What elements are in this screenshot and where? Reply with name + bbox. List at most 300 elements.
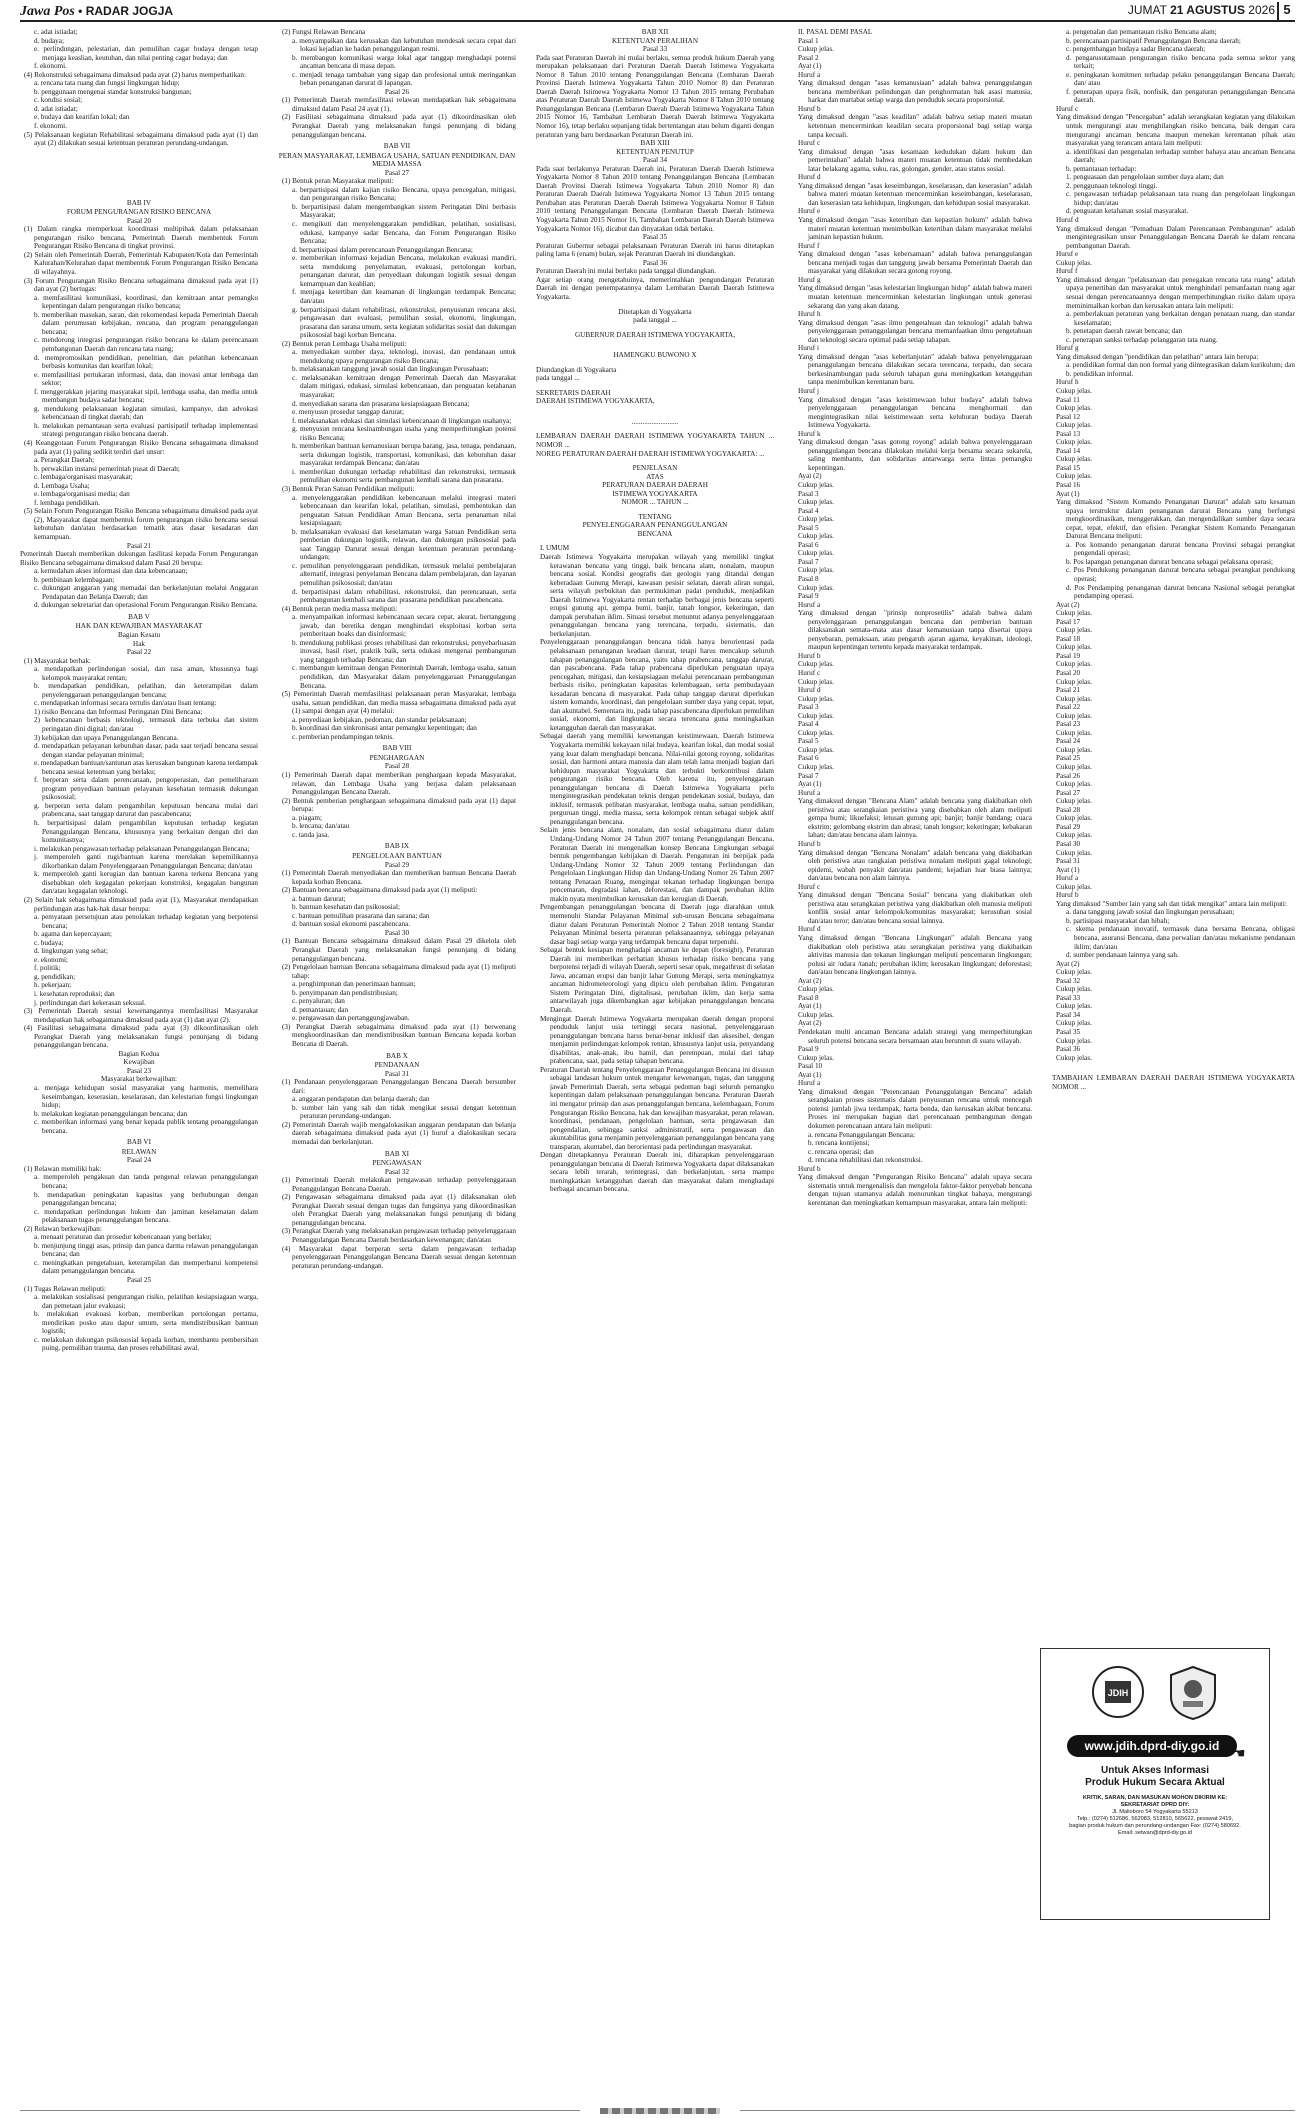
text-line: a. identifikasi dan pengenalan terhadap sumber bahaya atau ancaman Bencana daerah; <box>1066 147 1295 165</box>
column-2 <box>278 28 516 2088</box>
text-line: b. pembinaan kelembagaan; <box>34 575 115 584</box>
text-line: Cukup jelas. <box>798 660 834 669</box>
text-line: Pasal 6 <box>798 754 819 763</box>
text-line: Cukup jelas. <box>1056 660 1092 669</box>
centered-line: Pasal 27 <box>384 168 410 177</box>
text-line: Pasal 21 <box>1056 686 1081 695</box>
text-line: Pemerintah Daerah memberikan dukungan fasilitasi kepada Forum Pengurangan Risiko Bencana sebagaimana dimaksud dalam Pasal 20 berupa: <box>20 550 258 567</box>
text-line: e. memfasilitasi pertukaran informasi, data, dan inovasi antar lembaga dan sektor; <box>34 370 258 388</box>
text-line: Pasal 9 <box>798 1045 819 1054</box>
text-line: c. meningkatkan pengetahuan, keterampilan dan memperbarui kompetensi dalam penanggulangan bencana. <box>34 1258 258 1276</box>
text-line: Yang dimaksud dengan "asas kemanusiaan" adalah bahwa penanggulangan bencana memberikan pelindungan dan penghormatan hak asasi manusia, harkat dan martabat setiap warga dan penduduk secara proporsional. <box>798 79 1032 105</box>
text-line: b. berpartisipasi dalam mengembangkan sistem Peringatan Dini berbasis Masyarakat; <box>292 202 516 220</box>
text-line: Cukup jelas. <box>1056 626 1092 635</box>
text-line: Huruf k <box>798 429 821 438</box>
text-line: Pendekatan multi ancaman Bencana adalah strategi yang memperhitungkan seluruh potensi bencana secara bersamaan atau beruntun di suatu wilayah. <box>798 1027 1032 1045</box>
text-line: Huruf e <box>1056 250 1079 259</box>
centered-line: BENCANA <box>637 529 673 538</box>
text-line: Cukup jelas. <box>1056 694 1092 703</box>
text-line: Cukup jelas. <box>1056 1002 1092 1011</box>
text-line: c. lembaga/organisasi masyarakat; <box>34 473 133 482</box>
text-line: e. memberikan informasi kejadian Bencana, melakukan evakuasi mandiri, serta mendukung penyelamatan, evakuasi, pertolongan korban, penanganan darurat, dan penyediaan dukungan logistik sesuai dengan kemampuan dan keahlian; <box>292 254 516 288</box>
text-line: (2) Pengawasan sebagaimana dimaksud pada ayat (1) dilaksanakan oleh Perangkat Daerah sesuai dengan tugas dan fungsinya yang dikoordinasikan oleh Perangkat Daerah yang melaksanakan fungsi penunjang di bidang penanggulangan bencana. <box>282 1193 516 1227</box>
text-line: Yang dimaksud dengan "Bencana Sosial" bencana yang diakibatkan oleh peristiwa atau serangkaian peristiwa yang diakibatkan oleh manusia meliputi konflik sosial antar kelompok/komunitas masyarakat; kerusuhan sosial dan/atau teror; dan/atau bencana sosial lainnya. <box>798 891 1032 925</box>
text-line: a. penyediaan kebijakan, pedoman, dan standar pelaksanaan; <box>292 715 467 724</box>
text-line: Selain jenis bencana alam, nonalam, dan sosial sebagaimana diatur dalam Undang-Undang Nomor 24 Tahun 2007 tentang Penanggulangan Bencana, Peraturan Daerah ini mengenalkan konsep Bencana Lingkungan sebagai bentuk pengembangan kebijakan di Daerah. Pengaturan ini berpijak pada Undang-Undang Nomor 32 Tahun 2009 tentang Perlindungan dan Pengelolaan Lingkungan Hidup dan Undang-Undang Nomor 26 Tahun 2007 tentang Penataan Ruang, mengingat tekanan terhadap lingkungan berupa pencemaran, degradasi lahan, deforestasi, dan dampak perubahan iklim makin nyata menimbulkan kerusakan dan kerugian di Daerah. <box>540 826 774 903</box>
text-line: Huruf d <box>798 686 821 695</box>
text-line: Pasal 4 <box>798 720 819 729</box>
text-line: a. berpartisipasi dalam kajian risiko Bencana, upaya pencegahan, mitigasi, dan pengurangan risiko Bencana; <box>292 185 516 203</box>
text-line: Yang dimaksud dengan "prinsip nonprosetilis" adalah bahwa dalam penyelenggaraan penanggulangan bencana dan pemberian bantuan dilaksanakan semata-mata atas dasar kemanusiaan tanpa disertai upaya penyebaran, pemaksaan, atau pengaruh ajaran agama, keyakinan, ideologi, maupun kepentingan tertentu kepada masyarakat terdampak. <box>798 609 1032 652</box>
centered-line: Pasal 31 <box>384 1069 410 1078</box>
text-line: a. menyediakan sumber daya, teknologi, inovasi, dan pendanaan untuk mendukung upaya pengurangan risiko Bencana; <box>292 348 516 365</box>
text-line: Pasal 19 <box>1056 651 1081 660</box>
text-line: b. penggunaan mengenai standar konstruksi bangunan; <box>34 87 192 96</box>
centered-line: RELAWAN <box>121 1147 157 1156</box>
text-line: (4) Keanggotaan Forum Pengurangan Risiko Bencana sebagaimana dimaksud pada ayat (1) paling sedikit terdiri dari unsur: <box>24 438 258 456</box>
text-line: b. melakukan evakuasi korban, memberikan pertolongan pertama, mendirikan posko atau dapur umum, serta mendistribusikan bantuan logistik; <box>34 1310 258 1336</box>
text-line: c. mendapatkan perlindungan hukum dan jaminan keselamatan dalam pelaksanaan tugas penanggulangan bencana. <box>34 1207 258 1225</box>
text-line: f. berperan serta dalam perencanaan, pengoperasian, dan pemeliharaan program penyediaan bantuan pelayanan kesehatan termasuk dukungan psikososial; <box>34 776 258 802</box>
text-line: Yang dimaksud dengan "asas keberlanjutan" adalah bahwa penyelenggaraan penanggulangan bencana dilakukan secara terencana, terpadu, dan secara berkesinambungan pada seluruh tahapan guna meningkatkan ketangguhan tanpa menimbulkan kerentanan baru. <box>798 352 1032 387</box>
text-line: a. Perangkat Daerah; <box>34 456 95 465</box>
centered-line: Pasal 34 <box>642 156 668 165</box>
text-line: a. kemudahan akses informasi dan data kebencanaan; <box>34 567 188 576</box>
centered-line: FORUM PENGURANGAN RISIKO BENCANA <box>66 208 212 217</box>
text-line: (5) Pemerintah Daerah memfasilitasi pelaksanaan peran Masyarakat, lembaga usaha, satuan pendidikan, dan media massa sebagaimana dimaksud pada ayat (1) sampai dengan ayat (4) melalui: <box>282 690 516 716</box>
ad-tagline-1: Untuk Akses Informasi <box>1101 1765 1209 1776</box>
text-line: b. melaksanakan tanggung jawab sosial dan lingkungan Perusahaan; <box>292 365 489 374</box>
text-line: (1) Pemerintah Daerah menyediakan dan memberikan bantuan Bencana Daerah kepada korban Bencana. <box>282 869 516 886</box>
text-line: c. penerapan sanksi terhadap pelanggaran tata ruang. <box>1066 335 1218 344</box>
centered-line: Pasal 28 <box>384 762 410 771</box>
text-line: Cukup jelas. <box>1056 404 1092 413</box>
text-line: (2) Bentuk peran Lembaga Usaha meliputi: <box>282 339 407 348</box>
text-line: i. melakukan pengawasan terhadap pelaksanaan Penanggulangan Bencana; <box>34 844 250 853</box>
text-line: c. melakukan dukungan psikososial kepada korban, membantu pembersihan puing, pemulihan trauma, dan proses rehabilitasi awal. <box>34 1335 258 1353</box>
text-line: d. Pos Pendamping penanganan darurat bencana Nasional sebagai perangkat pendamping operasi. <box>1066 583 1295 601</box>
text-line: Cukup jelas. <box>798 1053 834 1062</box>
text-line: Pasal 15 <box>1056 463 1081 472</box>
text-line: f. menggerakkan jejaring masyarakat sipil, lembaga usaha, dan media untuk membangun budaya sadar bencana; <box>34 387 258 405</box>
text-line: Cukup jelas. <box>1056 258 1092 267</box>
chapter-heading: BAB XI <box>384 1149 410 1158</box>
centered-line: HAK DAN KEWAJIBAN MASYARAKAT <box>75 622 203 631</box>
text-line: Cukup jelas. <box>1056 882 1092 891</box>
text-line: a. melakukan sosialisasi pengurangan risiko, pelatihan kesiapsiagaan warga, dan pemetaan jalur evakuasi; <box>34 1293 258 1310</box>
text-line: b. lencana; dan/atau <box>292 822 350 831</box>
text-line: b. memberikan masukan, saran, dan rekomendasi kepada Pemerintah Daerah dalam perumusan kebijakan, rencana, dan program penanggulangan bencana; <box>34 310 258 336</box>
text-line: Cukup jelas. <box>798 763 834 772</box>
text-line: b. pendidikan informal. <box>1066 369 1134 378</box>
masthead-date <box>1128 3 1275 17</box>
text-line: 1. penguasaan dan pengelolaan sumber daya alam; dan <box>1066 173 1224 182</box>
text-line: h. memberikan bantuan kemanusiaan berupa barang, jasa, tenaga, pendanaan, serta dukungan logistik, transportasi, komunikasi, dan kebutuhan dasar masyarakat terdampak Bencana; dan/atau <box>292 442 516 468</box>
color-registration-bar <box>600 2108 720 2114</box>
text-line: Huruf c <box>798 139 821 148</box>
text-line: c. penyaluran; dan <box>292 997 345 1006</box>
text-line: b. mendukung publikasi proses rehabilitasi dan rekonstruksi, penyebarluasan inovasi, hasil riset, praktik baik, serta edukasi mengenai pembangunan yang tangguh terhadap Bencana; dan <box>292 638 516 664</box>
text-line: Huruf g <box>1056 344 1079 353</box>
text-line: Pasal 36 <box>1056 1045 1081 1054</box>
text-line: Sebagai bentuk kesiapan menghadapi ancaman ke depan (foresight), Peraturan Daerah ini memberikan perhatian khusus terhadap risiko bencana yang berpotensi terjadi di wilayah Daerah, seperti sesar opak, megathrust di selatan Jawa, ancaman erupsi dan banjir lahar Gunung Merapi, serta meningkatnya ancaman hidrometeorologi yang dipicu oleh perubahan iklim. Pengaturan Sistem Peringatan Dini, digitalisasi, perubahan iklim, dan kerja sama antarwilayah juga dikembangkan agar kebijakan penanggulangan bencana Daerah. <box>540 946 774 1014</box>
text-line: (1) Relawan memiliki hak: <box>24 1164 102 1173</box>
text-line: c. menjadi tenaga tambahan yang sigap dan profesional untuk meringankan beban penanganan darurat di lapangan. <box>292 70 516 88</box>
ad-contact-fax: bagian produk hukum dan perundang-undangan Fax: (0274) 580692. <box>1069 1823 1241 1829</box>
text-line: Cukup jelas. <box>1056 609 1092 618</box>
text-line: Pengembangan penanggulangan bencana di Daerah juga diarahkan untuk memenuhi Standar Pelayanan Minimal sub-urusan Bencana sebagaimana diatur dalam Peraturan Pemerintah Nomor 2 Tahun 2018 tentang Standar Pelayanan Minimal beserta peraturan pelaksanaannya, sehingga pelayanan dasar bagi setiap warga yang terdampak bencana dapat terpenuhi. <box>540 903 774 946</box>
text-line: Cukup jelas. <box>1056 1036 1092 1045</box>
text-line: b. agama dan kepercayaan; <box>34 930 112 939</box>
text-line: Ayat (1) <box>798 1070 822 1079</box>
text-line: Ayat (2) <box>798 1019 822 1028</box>
text-line: (1) Pemerintah Daerah dapat memberikan penghargaan kepada Masyarakat, relawan, dan Lembaga Usaha yang berjasa dalam pelaksanaan Penanggulangan Bencana Daerah. <box>282 771 516 797</box>
text-line: II. PASAL DEMI PASAL <box>798 28 873 36</box>
text-line: b. menjunjung tinggi asas, prinsip dan panca darma relawan penanggulangan bencana; dan <box>34 1241 258 1259</box>
brand-separator: • <box>74 4 86 18</box>
text-line: g. berperan serta dalam pengambilan keputusan bencana mulai dari prabencana, saat tanggap darurat dan pascabencana; <box>34 801 258 819</box>
text-line: Huruf c <box>798 882 821 891</box>
centered-line: Pasal 30 <box>384 928 410 937</box>
text-line: d. rencana rehabilitasi dan rekonstruksi. <box>808 1156 923 1165</box>
text-line: b. perencanaan partisipatif Penanggulangan Bencana daerah; <box>1066 36 1241 45</box>
centered-line: ATAS <box>646 472 664 481</box>
text-line: Yang dimaksud dengan "pelaksanaan dan penegakan rencana tata ruang" adalah upaya penertiban dan masyarakat untuk menghindari pemanfaatan ruang agar sesuai dengan perencanaannya dengan memperhitungkan risiko dalam upaya meminimalkan korban dan kerusakan antara lain meliputi: <box>1056 275 1295 310</box>
text-line: Huruf b <box>798 651 821 660</box>
text-line: d. mempromosikan pendidikan, penelitian, dan pelatihan kebencanaan berbasis komunitas dan kearifan lokal; <box>34 353 258 371</box>
text-line: (1) Masyarakat berhak: <box>24 656 92 665</box>
text-line: Cukup jelas. <box>798 711 834 720</box>
text-line: Pasal 16 <box>1056 480 1081 489</box>
text-line: a. memperoleh pengakuan dan tanda pengenal relawan penanggulangan bencana; <box>34 1173 258 1190</box>
text-line: j. perlindungan dari kekerasan seksual. <box>34 998 146 1007</box>
text-line: c. mengikuti dan menyelenggarakan pendidikan, pelatihan, sosialisasi, edukasi, kampanye sadar Bencana, dan Forum Pengurangan Risiko Bencana; <box>292 220 516 246</box>
text-line: b. penetapan daerah rawan bencana; dan <box>1066 327 1183 336</box>
text-line: b. penyimpanan dan pendistribusian; <box>292 988 398 997</box>
text-line: Penyelenggaraan penanggulangan bencana tidak hanya berorientasi pada pelaksanaan penanganan keadaan darurat, tetapi harus mencakup seluruh tahapan penanggulangan bencana, yaitu tahap prabencana, tanggap darurat, dan pascabencana. Pada tahap prabencana diperlukan penguatan upaya pencegahan, mitigasi, dan kesiapsiagaan melalui perencanaan pembangunan berbasis risiko, peningkatan kapasitas kelembagaan, serta pembudayaan kesadaran bencana di masyarakat. Pada tahap tanggap darurat diperlukan sistem komando, koordinasi, dan pengelolaan sumber daya yang cepat, tepat, dan akuntabel. Sementara itu, pada tahap pascabencana diperlukan pemulihan sosial, ekonomi, dan lingkungan secara terencana guna meningkatkan ketangguhan daerah dan masyarakat. <box>540 638 774 732</box>
text-line: Pasal 20 <box>1056 669 1081 678</box>
text-line: Pasal 28 <box>1056 805 1081 814</box>
text-line: Yang dimaksud dengan "asas kebersamaan" adalah bahwa penanggulangan bencana menjadi tugas dan tanggung jawab bersama Pemerintah Daerah dan masyarakat yang dilakukan secara gotong royong. <box>798 250 1032 276</box>
centered-line: Pasal 26 <box>384 87 410 96</box>
text-line: d. mendapatkan pelayanan kebutuhan dasar, pada saat terjadi bencana sesuai dengan standar pelayanan minimal; <box>34 742 258 759</box>
text-line: Daerah Istimewa Yogyakarta merupakan wilayah yang memiliki tingkat kerawanan bencana yang tinggi, baik bencana alam, nonalam, maupun bencana sosial. Kondisi geografis dan geologis yang ditandai dengan keberadaan Gunung Merapi, kawasan pesisir selatan, daerah aliran sungai, serta wilayah perbukitan dan permukiman padat penduduk, menjadikan Daerah Istimewa Yogyakarta rentan terhadap berbagai jenis bencana seperti erupsi gunung api, gempa bumi, banjir, tanah longsor, kekeringan, dan dampak perubahan iklim. Situasi tersebut menuntut adanya penyelenggaraan penanggulangan bencana yang terencana, terpadu, sistematis, dan berkelanjutan. <box>540 552 774 638</box>
text-line: Cukup jelas. <box>798 583 834 592</box>
centered-line: Pasal 29 <box>384 860 410 869</box>
text-line: 1) risiko Bencana dan Informasi Peringatan Dini Bencana; <box>34 707 203 716</box>
centered-line: Ditetapkan di Yogyakarta <box>618 307 692 316</box>
text-line: Cukup jelas. <box>1056 814 1092 823</box>
text-line: d. dukungan sekretariat dan operasional Forum Pengurangan Risiko Bencana. <box>34 601 258 610</box>
text-line: j. memperoleh ganti rugi/bantuan karena merelakan kepemilikannya dikorbankan dalam Penyelenggaraan Penanggulangan Bencana; dan/atau <box>34 853 258 870</box>
centered-line: Bagian Kesatu <box>117 631 161 639</box>
text-line: c. kondisi sosial; <box>34 96 83 105</box>
centered-line: BAB XII <box>641 28 669 36</box>
footer-rule-right <box>740 2110 1295 2111</box>
text-line: b. bantuan kesehatan dan psikososial; <box>292 903 400 912</box>
centered-line: BAB XIII <box>640 139 670 148</box>
text-line: b. Pos lapangan penanganan darurat bencana sebagai pelaksana operasi; <box>1066 557 1273 566</box>
text-line: d. adat istiadat; <box>34 104 78 113</box>
text-line: Pasal 4 <box>798 506 819 515</box>
text-line: Cukup jelas. <box>1056 985 1092 994</box>
text-line: a. pemyataan persetujuan atau penolakan terhadap kegiatan yang berpotensi bencana; <box>34 913 258 930</box>
text-line: Diundangkan di Yogyakarta <box>536 365 617 374</box>
text-line: c. skema pendanaan inovatif, termasuk dana bersama Bencana, obligasi bencana, asuransi Bencana, dana perwalian dan/atau mekanisme pendanaan iklim; dan/atau <box>1066 925 1295 951</box>
text-line: Pasal 3 <box>798 489 819 498</box>
newspaper-brand: Jawa Pos <box>20 4 75 19</box>
text-line: Ayat (2) <box>1056 959 1080 968</box>
text-line: k. memperoleh ganti kerugian dan bantuan karena terkena Bencana yang disebabkan oleh kegagalan pekerjaan konstruksi, kegagalan bangunan dan/atau kegagalan teknologi. <box>34 870 258 896</box>
text-line: 2. penggunaan teknologi tinggi. <box>1066 181 1158 190</box>
text-line: Huruf b <box>1056 891 1079 900</box>
text-line: Cukup jelas. <box>798 549 834 558</box>
text-line: a. menyampaikan data kerusakan dan kebutuhan mendesak secara cepat dari lokasi kejadian ke badan penanggulangan resmi. <box>292 36 516 54</box>
text-line: Pasal 31 <box>1056 857 1081 866</box>
text-line: (4) Masyarakat dapat berperan serta dalam pengawasan terhadap penyelenggaraan Penanggulangan Bencana Daerah sesuai dengan ketentuan peraturan perundang-undangan. <box>282 1244 516 1270</box>
text-line: Pasal 2 <box>798 53 819 62</box>
centered-line: Hak <box>133 639 145 648</box>
text-line: Yang dimaksud dengan "asas kesamaan kedudukan dalam hukum dan pemerintahan" adalah bahwa materi muatan ketentuan tidak membedakan latar belakang agama, suku, ras, golongan, gender, atau status sosial. <box>798 147 1032 173</box>
ad-contact-address: Jl. Malioboro 54 Yogyakarta 55213 <box>1112 1809 1198 1815</box>
text-line: d. penguatan ketahanan sosial masyarakat. <box>1066 207 1189 216</box>
text-line: (1) Pemerintah Daerah melakukan pengawasan terhadap penyelenggaraan Penanggulangan Bencana Daerah. <box>282 1176 516 1193</box>
text-line: Yang dimaksud dengan "asas ilmu pengetahuan dan teknologi" adalah bahwa penyelenggaraan penanggulangan bencana memanfaatkan ilmu pengetahuan dan teknologi secara optimal pada setiap tahapan. <box>798 318 1032 344</box>
text-line: Yang dimaksud dengan "Bencana Nonalam" adalah bencana yang diakibatkan oleh peristiwa atau rangkaian peristiwa nonalam meliputi gagal teknologi; epidemi, wabah penyakit dan/atau pandemi; kejadian luar biasa lainnya; dan/atau bencana non alam lainnya. <box>798 848 1032 883</box>
text-line: (3) Perangkat Daerah yang melaksanakan pengawasan terhadap penyelenggaraan Penanggulangan Bencana Daerah berdasarkan kewenangan; dan/atau <box>282 1227 516 1245</box>
text-line: Huruf e <box>798 207 821 216</box>
text-line: d. lingkungan yang sehat; <box>34 947 108 956</box>
text-line: Huruf d <box>798 925 821 934</box>
text-line: a. penghimpunan dan penerimaan bantuan; <box>292 980 416 989</box>
text-line: Ayat (1) <box>798 780 822 789</box>
text-line: Ayat (1) <box>1056 489 1080 498</box>
newspaper-section: RADAR JOGJA <box>85 4 174 18</box>
text-line: Yang dimaksud dengan "asas gotong royong" adalah bahwa penyelenggaraan penanggulangan bencana dilakukan melalui kerja bersama secara sukarela, saling membantu, dan solidaritas antarwarga serta lintas pemangku kepentingan. <box>798 438 1032 472</box>
ad-contact-email: Email: setwan@dprd-diy.go.id <box>1118 1830 1192 1836</box>
text-line: b. koordinasi dan sinkronisasi antar pemangku kepentingan; dan <box>292 724 477 733</box>
masthead <box>20 2 1295 22</box>
text-line: c. pemulihan penyelenggaraan pendidikan, termasuk melalui pembelajaran alternatif, integrasi penyelaman Bencana dalam pembelajaran, dan layanan pemulihan psikososial; dan/atau <box>292 561 516 587</box>
text-line: h. pekerjaan; <box>34 981 72 990</box>
text-line: (4) Fasilitasi sebagaimana dimaksud pada ayat (3) dikoordinasikan oleh Perangkat Daerah yang melaksanakan fungsi penunjang di bidang penanggulangan bencana. <box>24 1024 258 1050</box>
text-line: e. ekonomi; <box>34 955 68 964</box>
chapter-heading: BAB IX <box>384 842 410 851</box>
text-line: (2) Selain hak sebagaimana dimaksud pada ayat (1), Masyarakat mendapatkan perlindungan atas hak-hak dasar berupa: <box>24 895 258 913</box>
text-line: c. pemberian pendampingan teknis. <box>292 732 394 741</box>
text-line: Yang dimaksud "Sumber lain yang sah dan tidak mengikat" antara lain meliputi: <box>1056 899 1287 908</box>
text-line: Peraturan Daerah tentang Penyelenggaraan Penanggulangan Bencana ini disusun sebagai landasan hukum untuk mengatur kewenangan, tugas, dan tanggung jawab Pemerintah Daerah, serta sebagai pedoman bagi seluruh pemangku kepentingan dalam pelaksanaan penanggulangan bencana. Peraturan Daerah ini mengatur prinsip dan asas penanggulangan bencana, kelembagaan, Forum Pengurangan Risiko Bencana, hak dan kewajiban masyarakat, peran relawan, koordinasi, pendanaan, pengelolaan bantuan, serta pengawasan dan pengendalian, sehingga sanksi administratif, serta pengawasan dan akuntabilitas guna menjamin penyelenggaraan penanggulangan bencana yang transparan, akuntabel, dan berorientasi pada perlindungan masyarakat. <box>540 1065 774 1151</box>
centered-line: NOMOR ... TAHUN ... <box>621 498 689 507</box>
centered-line: PENDANAAN <box>374 1061 420 1070</box>
text-line: 2) kebencanaan berbasis teknologi, termasuk data terbuka dan sistem peringatan dini digital; dan/atau <box>34 716 258 734</box>
text-line: (4) Bentuk peran media massa meliputi: <box>282 604 398 613</box>
text-line: f. ekonomi. <box>34 62 67 71</box>
text-line: d. budaya; <box>34 36 64 45</box>
text-line: Pasal 27 <box>1056 788 1081 797</box>
text-line: Yang dimaksud "Sistem Komando Penanganan Darurat" adalah satu kesatuan upaya terstruktur dalam penanganan darurat Bencana yang berfungsi mengkoordinasikan, menggerakkan, dan mengendalikan sumber daya secara cepat, tepat, efektif, dan efisien. Perangkat Sistem Komando Penanganan Darurat Bencana meliputi: <box>1056 498 1295 541</box>
text-line: c. tanda jasa. <box>292 830 330 839</box>
text-line: a. piagam; <box>292 813 322 822</box>
text-line: a. dana tanggung jawab sosial dan lingkungan perusahaan; <box>1066 908 1235 917</box>
date-day: JUMAT <box>1127 3 1171 17</box>
page-footer <box>0 2104 1315 2118</box>
text-line: c. bantuan pemulihan prasarana dan sarana; dan <box>292 911 430 920</box>
text-line: e. peningkatan komitmen terhadap pelaku penanggulangan Bencana Daerah; dan/ atau <box>1066 70 1295 88</box>
text-line: Huruf f <box>1056 267 1078 276</box>
text-line: Cukup jelas. <box>798 515 834 524</box>
text-line: Pasal 29 <box>1056 822 1081 831</box>
text-line: Huruf b <box>798 1164 821 1173</box>
text-line: b. membangun komunikasi warga lokal agar tanggap menghadapi potensi ancaman bencana di masa depan. <box>292 53 516 71</box>
text-line: Yang dimaksud dengan "Bencana Alam" adalah bencana yang diakibatkan oleh peristiwa atau serangkaian peristiwa yang disebabkan oleh alam meliputi gempa bumi; likuefaksi; letusan gunung api; banjir; banjir bandang; cuaca ekstrim; gelombang ekstrim dan abrasi; tanah longsor; kekeringan; kebakaran lahan; dan/atau bencana alam lainnya. <box>798 797 1032 840</box>
text-line: Ayat (2) <box>1056 600 1080 609</box>
text-line: b. melakukan kegiatan penanggulangan bencana; dan <box>34 1109 188 1118</box>
centered-line: Bagian Kedua <box>118 1049 160 1058</box>
text-line: (1) Pemerintah Daerah memfasilitasi relawan mendapatkan hak sebagaimana dimaksud dalam Pasal 24 ayat (1). <box>282 96 516 113</box>
text-line: Huruf a <box>798 600 821 609</box>
text-line: a. bantuan darurat; <box>292 894 346 903</box>
text-line: d. pemantauan; dan <box>292 1005 349 1014</box>
text-line: c. melaksanakan kemitraan dengan Pemerintah Daerah dan Masyarakat dalam mitigasi, edukasi, simulasi kebencanaan, dan penguatan ketahanan masyarakat; <box>292 373 516 399</box>
text-line: c. adat istiadat; <box>34 28 78 36</box>
text-line: a. menaati peraturan dan prosedur kebencanaan yang berlaku; <box>34 1233 212 1242</box>
text-line: (2) Pemerintah Daerah wajib mengalokasikan anggaran pendapatan dan belanja daerah sebagaimana dimaksud pada ayat (1) huruf a dialokasikan secara memadai dan berkelanjutan. <box>282 1120 516 1146</box>
chapter-heading: BAB X <box>386 1051 408 1060</box>
text-line: (3) Forum Pengurangan Risiko Bencana sebagaimana dimaksud pada ayat (1) dan ayat (2) bertugas: <box>24 276 258 294</box>
text-line: d. menyediakan sarana dan prasarana kesiapsiagaan Bencana; <box>292 399 470 408</box>
text-line: Cukup jelas. <box>798 985 834 994</box>
chapter-heading: BAB V <box>128 612 150 621</box>
text-line: Pasal 13 <box>1056 429 1081 438</box>
text-line: Huruf b <box>798 839 821 848</box>
centered-line: PENYELENGGARAAN PENANGGULANGAN <box>582 521 728 530</box>
text-line: Cukup jelas. <box>1056 386 1092 395</box>
ad-contact-info <box>1051 1795 1259 1837</box>
text-line: Pasal 33 <box>1056 993 1081 1002</box>
text-line: a. pendidikan formal dan non formal yang diintegrasikan dalam kurikulum; dan <box>1066 361 1295 370</box>
jdih-url-link[interactable]: www.jdih.dprd-diy.go.id <box>1067 1735 1237 1757</box>
text-line: Huruf h <box>1056 378 1079 387</box>
text-line: f. penerapan upaya fisik, nonfisik, dan pengaturan penanggulangan Bencana daerah. <box>1066 87 1295 105</box>
text-line: (1) Bantuan Bencana sebagaimana dimaksud dalam Pasal 29 dikelola oleh Perangkat Daerah yang melaksanakan fungsi penunjang di bidang penanggulangan bencana. <box>282 937 516 963</box>
text-line: Cukup jelas. <box>798 1010 834 1019</box>
text-line: (1) Bentuk peran Masyarakat meliputi: <box>282 177 394 186</box>
text-line: d. bantuan sosial ekonomi pascabencana. <box>292 920 411 929</box>
text-line: Mengingat Daerah Istimewa Yogyakarta merupakan daerah dengan proporsi penduduk lanjut usia tertinggi secara nasional, penyelenggaraan penanggulangan bencana harus benar-benar inklusif dan aksesibel, dengan menjamin perlindungan kelompok rentan, khususnya lanjut usia, penyandang disabilitas, anak-anak, ibu hamil, dan perempuan, mulai dari tahap prabencana, saat, pada setiap tahapan bencana. <box>540 1014 774 1066</box>
text-line: Yang dimaksud dengan "asas keistimewaan luhur budaya" adalah bahwa penyelenggaraan penanggulangan bencana menghormati dan mengintegrasikan nilai keistimewaan serta keluhuran budaya Daerah Istimewa Yogyakarta. <box>798 395 1032 430</box>
text-line: Ayat (1) <box>1056 865 1080 874</box>
text-line: Huruf i <box>798 344 819 353</box>
text-line: e. pengawasan dan pertanggungjawaban. <box>292 1014 410 1023</box>
text-line: Pada saat berlakunya Peraturan Daerah ini, Peraturan Daerah Daerah Istimewa Yogyakarta Nomor 8 Tahun 2010 tentang Penanggulangan Bencana (Lembaran Daerah Provinsi Daerah Istimewa Yogyakarta Tahun 2010 Nomor 8) dan Peraturan Daerah Daerah Istimewa Yogyakarta Nomor 13 Tahun 2015 tentang Perubahan atas Peraturan Daerah Daerah Istimewa Yogyakarta Nomor 8 Tahun 2010 tentang Penanggulangan Bencana (Lembaran Daerah Daerah Istimewa Yogyakarta Tahun 2015 Nomor 16, Tambahan Lembaran Daerah Daerah Istimewa Yogyakarta Nomor 16), dicabut dan dinyatakan tidak berlaku. <box>536 164 774 233</box>
text-line: Huruf g <box>798 275 821 284</box>
chapter-heading: BAB IV <box>126 198 152 207</box>
text-line: Ayat (1) <box>798 1002 822 1011</box>
text-line: c. memberikan informasi yang benar kepada publik tentang penanggulangan bencana. <box>34 1118 258 1135</box>
text-line: Cukup jelas. <box>1056 455 1092 464</box>
text-line: c. rencana operasi; dan <box>808 1147 874 1156</box>
centered-line: PERAN MASYARAKAT, LEMBAGA USAHA, SATUAN PENDIDIKAN, DAN MEDIA MASSA <box>278 151 516 169</box>
text-line: Pasal 24 <box>1056 737 1081 746</box>
centered-line: Pasal 24 <box>126 1156 152 1165</box>
centered-line: PERATURAN DAERAH DAERAH <box>602 481 708 490</box>
text-line: (1) Tugas Relawan meliputi: <box>24 1284 107 1293</box>
text-line: Cukup jelas. <box>1056 831 1092 840</box>
jdih-advertisement <box>1040 1648 1270 1920</box>
text-line: Yang dimaksud dengan "asas kelestarian lingkungan hidup" adalah bahwa materi muatan ketentuan mencerminkan kelestarian lingkungan untuk generasi sekarang dan yang akan datang. <box>798 284 1032 310</box>
centered-line: .......................... <box>631 417 679 426</box>
text-line: Cukup jelas. <box>798 532 834 541</box>
text-line: c. dukungan anggaran yang memadai dan berkelanjutan melalui Anggaran Pendapatan dan Belanja Daerah; dan <box>34 584 258 601</box>
text-line: (2) Fungsi Relawan Bencana <box>282 28 366 36</box>
footer-rule-left <box>20 2110 580 2111</box>
text-line: Pasal 5 <box>798 737 819 746</box>
text-line: d. pengarusutamaan pengurangan risiko bencana pada semua sektor yang terkait; <box>1066 53 1295 71</box>
text-line: a. menyampaikan informasi kebencanaan secara cepat, akurat, bertanggung jawab, dan beretika dengan menghindari eksploitasi korban serta pemberitaan hoaks dan disinformasi; <box>292 613 516 639</box>
centered-line: Pasal 20 <box>126 216 152 225</box>
text-line: h. berpartisipasi dalam pengambilan keputusan terhadap kegiatan Penanggulangan Bencana, khususnya yang berkaitan dengan diri dan komunitasnya; <box>34 819 258 845</box>
text-line: Yang dimaksud dengan "asas keadilan" adalah bahwa setiap materi muatan ketentuan mencerminkan keadilan secara proporsional bagi setiap warga tanpa kecuali. <box>798 113 1032 139</box>
centered-line: PENGELOLAAN BANTUAN <box>352 851 442 860</box>
text-line: (1) Dalam rangka memperkuat koordinasi multipihak dalam pelaksanaan pengurangan risiko bencana, Pemerintah Daerah membentuk Forum Pengurangan Risiko Bencana di tingkat provinsi. <box>24 225 258 251</box>
text-line: d. Lembaga Usaha; <box>34 481 90 490</box>
text-line: Pasal 10 <box>798 1062 823 1071</box>
text-line: a. rencana Penanggulangan Bencana; <box>808 1130 915 1139</box>
text-line: Pasal 34 <box>1056 1010 1081 1019</box>
centered-line: ISTIMEWA YOGYAKARTA <box>612 489 698 498</box>
text-line: c. budaya; <box>34 938 64 947</box>
text-line: LEMBARAN DAERAH DAERAH ISTIMEWA YOGYAKARTA TAHUN ... NOMOR ... <box>536 432 774 449</box>
text-line: Yang dimaksud dengan "Pengurangan Risiko Bencana" adalah upaya secara sistematis untuk mengenalisis dan mengelola faktor-faktor penyebab bencana dengan tujuan utamanya adalah menurunkan tingkat bahaya, mengurangi kerentanan dan meningkatkan kemampuan masyarakat, antara lain meliputi: <box>798 1173 1032 1207</box>
centered-line: Pasal 21 <box>126 541 152 550</box>
text-line: g. mendukung pelaksanaan kegiatan simulasi, kampanye, dan advokasi kebencanaan di tingkat daerah; dan <box>34 404 258 422</box>
text-line: Huruf a <box>798 1079 821 1088</box>
ad-contact-heading: KRITIK, SARAN, DAN MASUKAN MOHON DIKIRIM KE: <box>1082 1795 1228 1801</box>
text-line: I. UMUM <box>540 544 570 553</box>
text-line: b. mendapatkan peningkatan kapasitas yang berhubungan dengan penanggulangan bencana; <box>34 1190 258 1208</box>
text-line: c. Pos Pendukung penanganan darurat bencana sebagai perangkat pendukung operasi; <box>1066 566 1295 583</box>
text-line: Huruf f <box>798 241 820 250</box>
text-line: Huruf c <box>1056 104 1079 113</box>
text-line: a. memfasilitasi komunikasi, koordinasi, dan kemitraan antar pemangku kepentingan dalam pengurangan risiko bencana; <box>34 293 258 311</box>
text-line: Pasal 3 <box>798 703 819 712</box>
text-line: (1) Pendanaan penyelenggaraan Penanggulangan Bencana Daerah bersumber dari: <box>282 1078 516 1095</box>
centered-line: KETENTUAN PERALIHAN <box>611 36 699 45</box>
text-line: i. memberikan dukungan terhadap rehabilitasi dan rekonstruksi, termasuk pemulihan ekonomi serta pembangunan kembali sarana dan prasarana. <box>292 467 516 485</box>
text-line: Yang dimaksud dengan "Bencana Lingkungan" adalah Bencana yang diakibatkan oleh peristiwa atau serangkaian peristiwa yang diakibatkan aktivitas manusia dan tekanan lingkungan meliputi pencemaran lingkungan; polusi air /udara /tanah; perubahan iklim; kerusakan lingkungan; deforestasi; dan/atau bencana lingkungan lainnya. <box>798 933 1032 977</box>
text-line: Yang dimaksud dengan "pendidikan dan pelatihan" antara lain berupa: <box>1056 352 1259 361</box>
text-line: Cukup jelas. <box>1056 780 1092 789</box>
text-line: Cukup jelas. <box>1056 1019 1092 1028</box>
text-line: Pasal 5 <box>798 523 819 532</box>
centered-line: Kewajiban <box>123 1058 155 1067</box>
text-line: Pasal 18 <box>1056 634 1081 643</box>
text-line: (3) Pemerintah Daerah sesuai kewenangannya memfasilitasi Masyarakat mendapatkan hak sebagaimana dimaksud pada ayat (1) dan ayat (2). <box>24 1007 258 1024</box>
text-line: b. melaksanakan evakuasi dan keselamatan warga Satuan Pendidikan serta pemberian dukungan logistik, relawan, dan dukungan psikososial pada saat Tanggap Darurat sesuai dengan ketentuan peraturan perundang-undangan; <box>292 527 516 562</box>
text-line: Pasal 12 <box>1056 412 1081 421</box>
column-4 <box>794 28 1032 2088</box>
column-3 <box>536 28 774 2088</box>
text-line: Yang dimaksud dengan "asas keseimbangan, keselarasan, dan keserasian" adalah bahwa materi muatan ketentuan mencerminkan keseimbangan, keselarasan, dan keserasian tata kehidupan, lingkungan, dan kehidupan sosial masyarakat. <box>798 181 1032 207</box>
text-line: Cukup jelas. <box>798 480 834 489</box>
text-line: Dengan ditetapkannya Peraturan Daerah ini, diharapkan penyelenggaraan penanggulangan bencana di Daerah Istimewa Yogyakarta dapat dilaksanakan secara lebih terarah, terintegrasi, dan berkelanjutan, serta mampu meningkatkan ketangguhan daerah dan masyarakat dalam menghadapi berbagai ancaman bencana. <box>540 1151 774 1194</box>
chapter-heading: BAB VIII <box>382 744 412 753</box>
text-line: Pasal 14 <box>1056 446 1081 455</box>
text-line: pada tanggal ... <box>536 374 580 383</box>
centered-line: PENGAWASAN <box>372 1159 422 1168</box>
chapter-heading: BAB VI <box>126 1138 152 1147</box>
